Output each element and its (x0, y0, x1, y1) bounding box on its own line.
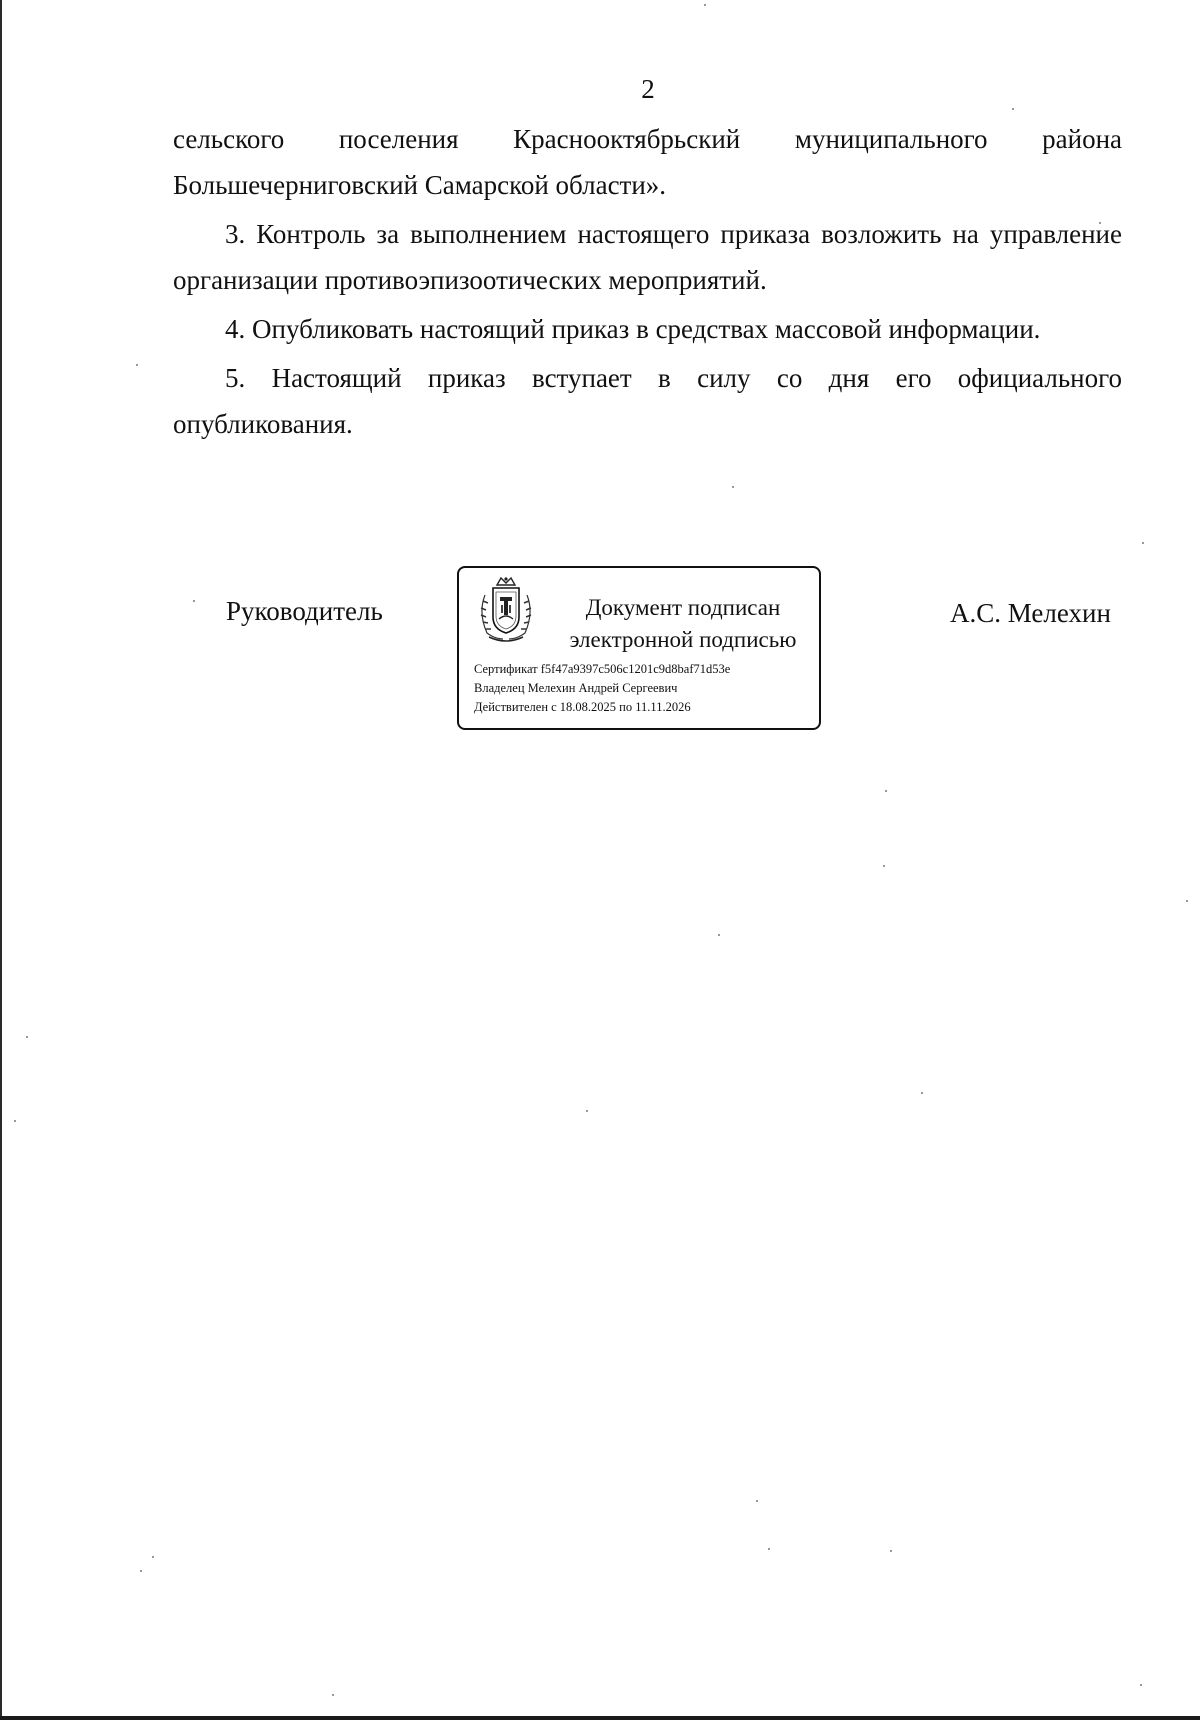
stamp-title-line: электронной подписью (569, 627, 797, 652)
scan-speck (1186, 900, 1188, 902)
paragraph-continuation (173, 116, 1122, 208)
scan-speck (140, 1570, 142, 1572)
scan-speck (890, 1550, 892, 1552)
scan-speck (152, 1556, 154, 1558)
coat-of-arms-graphic (475, 575, 537, 645)
scan-speck (885, 790, 887, 792)
page-number: 2 (641, 74, 655, 104)
scan-speck (1012, 108, 1014, 110)
signer-role: Руководитель (226, 596, 383, 626)
scan-speck (718, 934, 720, 936)
stamp-validity: Действителен с 18.08.2025 по 11.11.2026 (474, 700, 691, 714)
word: Краснооктябрьский (513, 124, 741, 154)
scan-speck (704, 4, 706, 6)
paragraph-item-4: 4. Опубликовать настоящий приказ в средствах массовой информации. (225, 314, 1041, 344)
scan-speck (14, 1120, 16, 1122)
signature-block (0, 566, 1200, 736)
stamp-title (551, 592, 815, 656)
scan-speck (768, 1548, 770, 1550)
word: сельского (173, 124, 285, 154)
paragraph-item-3: 3. Контроль за выполнением настоящего приказа возложить на управление организации противоэпизоотических мероприятий. (173, 219, 1122, 295)
scan-speck (1142, 542, 1144, 544)
scan-speck (136, 364, 138, 366)
paragraph-line: Большечерниговский Самарской области». (173, 170, 667, 200)
stamp-owner: Владелец Мелехин Андрей Сергеевич (474, 681, 678, 695)
scan-edge-left (0, 0, 2, 1720)
paragraph-line (173, 116, 1122, 162)
scan-speck (756, 1500, 758, 1502)
scan-speck (921, 1092, 923, 1094)
electronic-signature-stamp (457, 566, 821, 730)
paragraph-item-5: 5. Настоящий приказ вступает в силу со дня его официального опубликования. (173, 363, 1122, 439)
scan-speck (26, 1036, 28, 1038)
scan-edge-bottom (0, 1716, 1200, 1720)
stamp-certificate: Сертификат f5f47a9397c506c1201c9d8baf71d53e (474, 662, 731, 676)
stamp-title-line: Документ подписан (585, 595, 781, 620)
coat-of-arms-icon (475, 575, 537, 645)
scan-speck (586, 1110, 588, 1112)
signer-name: А.С. Мелехин (950, 598, 1111, 628)
scan-speck (1140, 1684, 1142, 1686)
scan-speck (883, 865, 885, 867)
word: муниципального (794, 124, 988, 154)
word: района (1042, 124, 1123, 154)
document-body (173, 116, 1122, 450)
scan-speck (732, 486, 734, 488)
word: поселения (338, 124, 459, 154)
scan-speck (332, 1694, 334, 1696)
stamp-details (474, 660, 730, 717)
